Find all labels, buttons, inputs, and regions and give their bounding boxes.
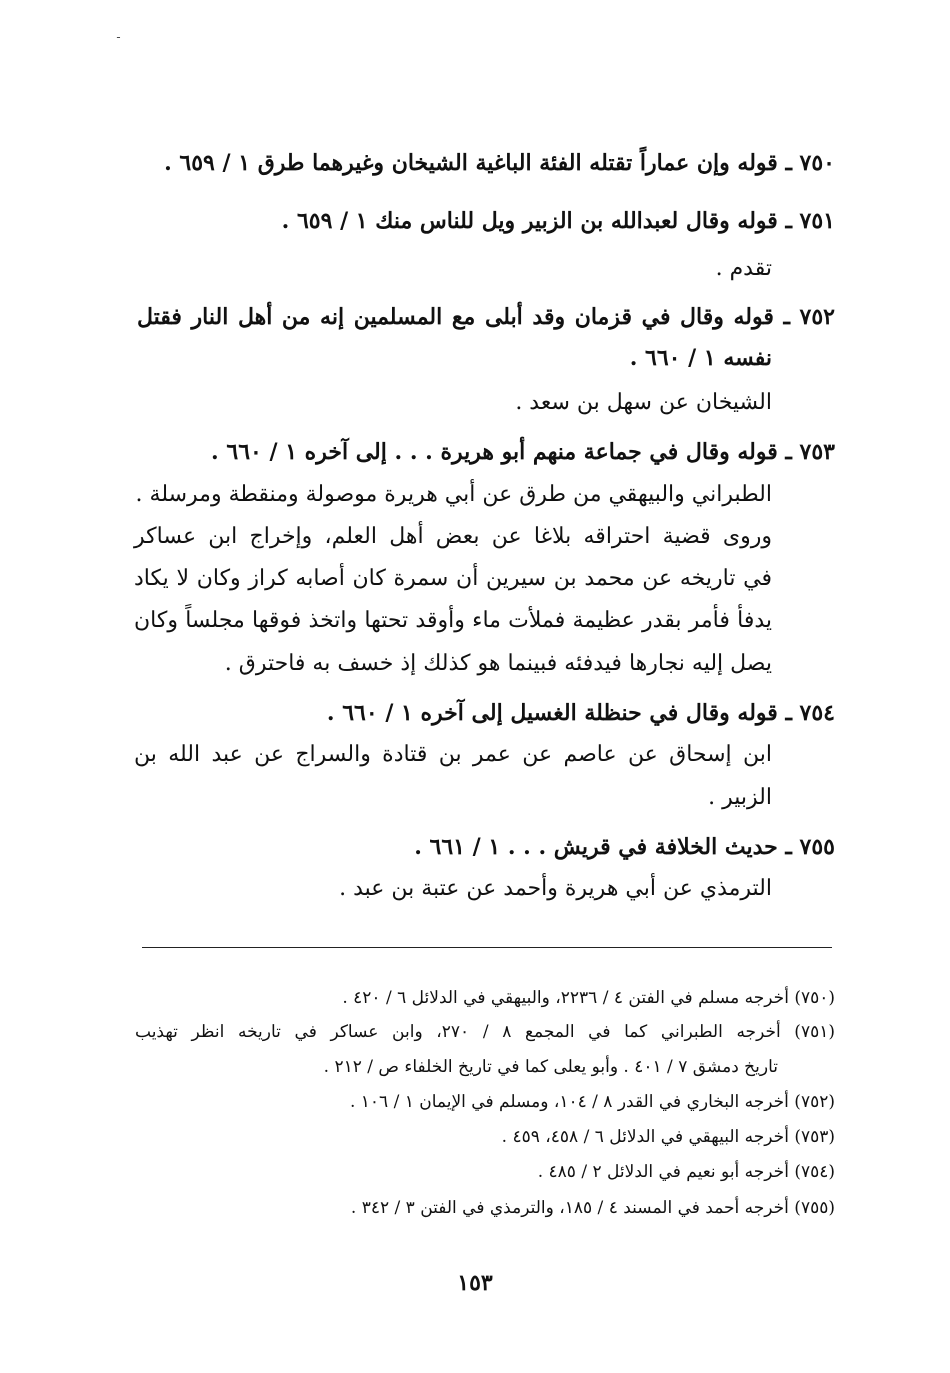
entry-753-body-line: وروى قضية احتراقه بلاغا عن بعض أهل العلم، وإخراج ابن عساكر	[134, 524, 772, 549]
entry-753-body-line: في تاريخه عن محمد بن سيرين أن سمرة كان أصابه كراز وكان لا يكاد	[134, 566, 772, 591]
entry-752-heading-cont: نفسه ١ / ٦٦٠ .	[629, 345, 772, 371]
entry-754-body-line: ابن إسحاق عن عاصم عن عمر بن قتادة والسراج عن عبد الله بن	[134, 742, 772, 767]
footnote-751: (٧٥١) أخرجه الطبراني كما في المجمع ٨ / ٢٧٠، وابن عساكر في تاريخه انظر تهذيب	[135, 1022, 835, 1042]
entry-754-body-line: الزبير .	[708, 785, 772, 810]
footnote-755: (٧٥٥) أخرجه أحمد في المسند ٤ / ١٨٥، والترمذي في الفتن ٣ / ٣٤٢ .	[350, 1198, 835, 1218]
footnote-750: (٧٥٠) أخرجه مسلم في الفتن ٤ / ٢٢٣٦، والبيهقي في الدلائل ٦ / ٤٢٠ .	[342, 988, 835, 1008]
entry-753-body-line: يدفأ فأمر بقدر عظيمة فملأت ماء وأوقد تحتها واتخذ فوقها مجلساً وكان	[134, 608, 772, 633]
footnote-divider	[142, 947, 832, 948]
entry-750-heading: ٧٥٠ ـ قوله وإن عماراً تقتله الفئة الباغية الشيخان وغيرهما طرق ١ / ٦٥٩ .	[164, 150, 835, 176]
stray-mark: ـ	[117, 30, 120, 41]
entry-753-body-line: يصل إليه نجارها فيدفئه فبينما هو كذلك إذ خسف به فاحترق .	[224, 651, 772, 676]
footnote-753: (٧٥٣) أخرجه البيهقي في الدلائل ٦ / ٤٥٨، ٤٥٩ .	[501, 1127, 835, 1147]
entry-751-heading: ٧٥١ ـ قوله وقال لعبدالله بن الزبير ويل للناس منك ١ / ٦٥٩ .	[281, 208, 835, 234]
entry-752-heading: ٧٥٢ ـ قوله وقال في قزمان وقد أبلى مع المسلمين إنه من أهل النار فقتل	[137, 304, 835, 330]
entry-753-heading: ٧٥٣ ـ قوله وقال في جماعة منهم أبو هريرة . . . إلى آخره ١ / ٦٦٠ .	[211, 439, 835, 465]
page-number: ١٥٣	[457, 1270, 493, 1296]
entry-755-heading: ٧٥٥ ـ حديث الخلافة في قريش . . . ١ / ٦٦١ .	[414, 834, 835, 860]
footnote-752: (٧٥٢) أخرجه البخاري في القدر ٨ / ١٠٤، ومسلم في الإيمان ١ / ١٠٦ .	[349, 1092, 835, 1112]
footnote-751-cont: تاريخ دمشق ٧ / ٤٠١ . وأبو يعلى كما في تاريخ الخلفاء ص / ٢١٢ .	[323, 1057, 778, 1077]
entry-751-body: تقدم .	[715, 256, 772, 281]
entry-754-heading: ٧٥٤ ـ قوله وقال في حنظلة الغسيل إلى آخره ١ / ٦٦٠ .	[326, 700, 835, 726]
entry-755-body: الترمذي عن أبي هريرة وأحمد عن عتبة بن عبد .	[339, 876, 772, 901]
footnote-754: (٧٥٤) أخرجه أبو نعيم في الدلائل ٢ / ٤٨٥ .	[537, 1162, 835, 1182]
entry-753-body-line: الطبراني والبيهقي من طرق عن أبي هريرة موصولة ومنقطة ومرسلة .	[135, 482, 772, 507]
entry-752-body: الشيخان عن سهل بن سعد .	[515, 390, 772, 415]
